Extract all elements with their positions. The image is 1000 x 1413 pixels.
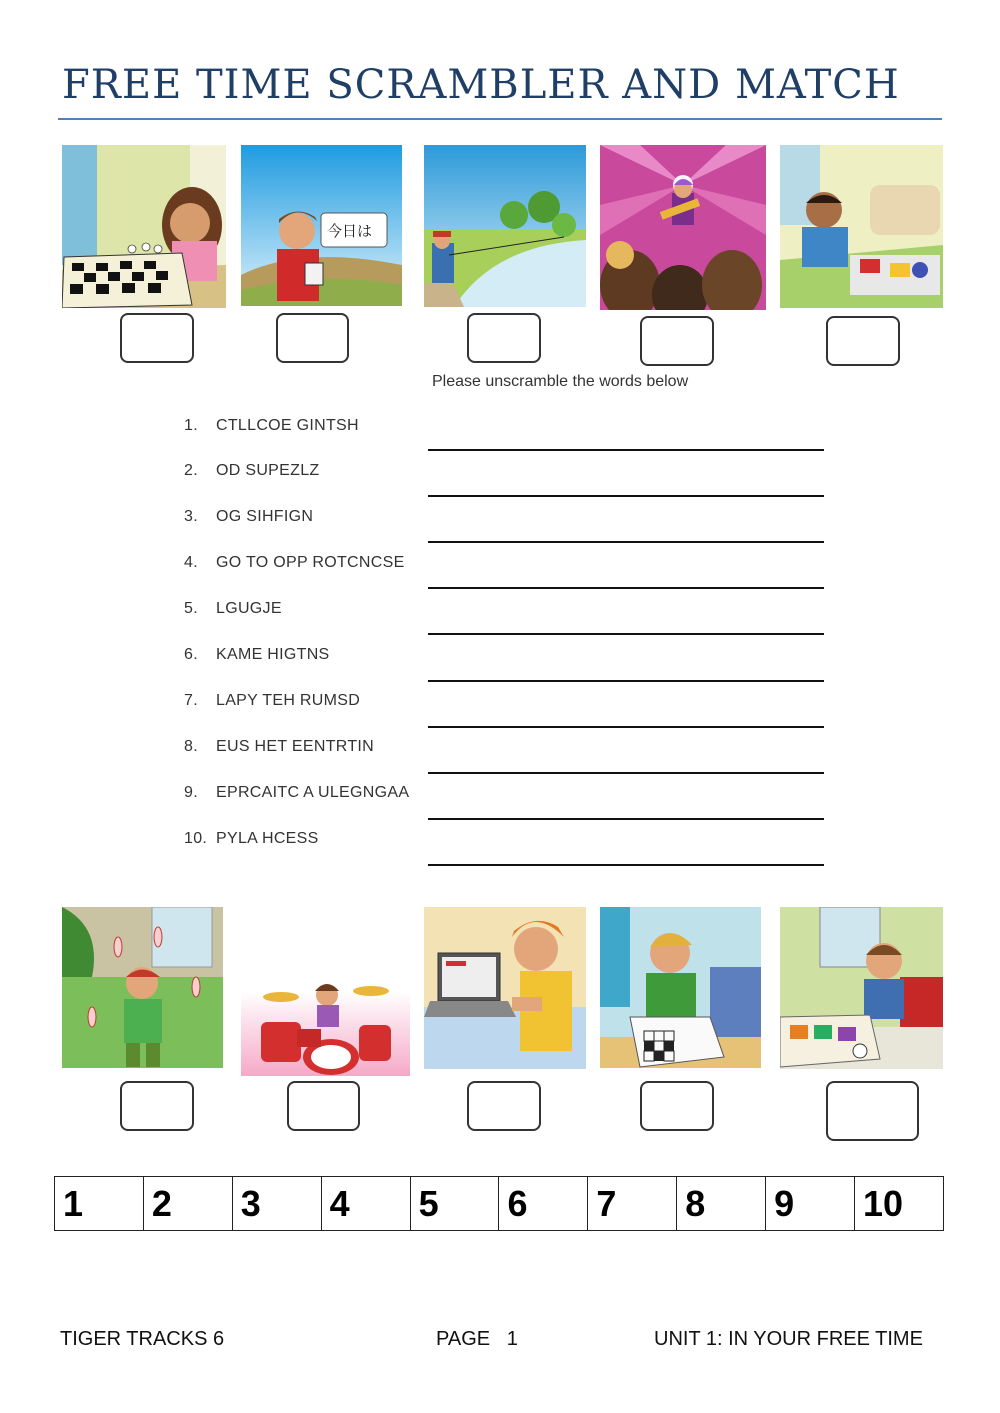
answer-cell-10[interactable]: 10 xyxy=(855,1177,944,1231)
scramble-item: 9. EPRCAITC A ULEGNGAA xyxy=(184,784,410,801)
answer-box-top-5[interactable] xyxy=(826,316,900,366)
answer-line-4[interactable] xyxy=(428,587,824,589)
scramble-item: 1. CTLLCOE GINTSH xyxy=(184,417,359,434)
instruction-text: Please unscramble the words below xyxy=(432,373,689,390)
answer-box-bottom-2[interactable] xyxy=(287,1081,360,1131)
picture-rock-concert xyxy=(600,145,766,310)
scramble-item: 10. PYLA HCESS xyxy=(184,830,319,847)
answer-box-bottom-5[interactable] xyxy=(826,1081,919,1141)
answer-cell-2[interactable]: 2 xyxy=(143,1177,232,1231)
answer-cell-3[interactable]: 3 xyxy=(232,1177,321,1231)
answer-line-1[interactable] xyxy=(428,449,824,451)
answer-line-2[interactable] xyxy=(428,495,824,497)
scramble-item: 3. OG SIHFIGN xyxy=(184,508,314,525)
answer-cell-5[interactable]: 5 xyxy=(410,1177,499,1231)
answer-grid xyxy=(54,1176,944,1231)
answer-line-3[interactable] xyxy=(428,541,824,543)
picture-girl-playing-drums xyxy=(241,907,410,1076)
answer-box-bottom-4[interactable] xyxy=(640,1081,714,1131)
title-underline xyxy=(58,118,942,120)
answer-line-5[interactable] xyxy=(428,633,824,635)
answer-line-6[interactable] xyxy=(428,680,824,682)
answer-cell-9[interactable]: 9 xyxy=(766,1177,855,1231)
scramble-item: 5. LGUGJE xyxy=(184,600,282,617)
picture-boy-using-computer xyxy=(424,907,586,1069)
answer-box-bottom-3[interactable] xyxy=(467,1081,541,1131)
picture-boy-juggling xyxy=(62,907,223,1068)
answer-cell-6[interactable]: 6 xyxy=(499,1177,588,1231)
picture-boy-doing-craft xyxy=(780,145,943,308)
picture-boy-with-sticker-album xyxy=(780,907,943,1069)
footer-page-number: PAGE 1 xyxy=(436,1328,518,1350)
scramble-item: 2. OD SUPEZLZ xyxy=(184,462,320,479)
svg-text:今日は: 今日は xyxy=(327,222,373,240)
picture-girl-playing-chess xyxy=(62,145,226,308)
answer-line-9[interactable] xyxy=(428,818,824,820)
page-title: FREE TIME SCRAMBLER AND MATCH xyxy=(62,62,900,108)
picture-boy-doing-crossword xyxy=(600,907,761,1068)
picture-boy-fishing xyxy=(424,145,586,307)
scramble-item: 6. KAME HIGTNS xyxy=(184,646,330,663)
answer-cell-8[interactable]: 8 xyxy=(677,1177,766,1231)
answer-box-top-3[interactable] xyxy=(467,313,541,363)
answer-line-10[interactable] xyxy=(428,864,824,866)
footer-right: UNIT 1: IN YOUR FREE TIME xyxy=(654,1328,923,1350)
answer-box-top-2[interactable] xyxy=(276,313,349,363)
answer-box-bottom-1[interactable] xyxy=(120,1081,194,1131)
scramble-item: 7. LAPY TEH RUMSD xyxy=(184,692,361,709)
scramble-item: 4. GO TO OPP ROTCNCSE xyxy=(184,554,405,571)
answer-box-top-1[interactable] xyxy=(120,313,194,363)
scramble-item: 8. EUS HET EENTRTIN xyxy=(184,738,375,755)
answer-cell-1[interactable]: 1 xyxy=(55,1177,144,1231)
answer-line-8[interactable] xyxy=(428,772,824,774)
picture-boy-with-language-sign xyxy=(241,145,402,306)
answer-line-7[interactable] xyxy=(428,726,824,728)
answer-cell-4[interactable]: 4 xyxy=(321,1177,410,1231)
answer-cell-7[interactable]: 7 xyxy=(588,1177,677,1231)
footer-left: TIGER TRACKS 6 xyxy=(60,1328,225,1350)
answer-box-top-4[interactable] xyxy=(640,316,714,366)
